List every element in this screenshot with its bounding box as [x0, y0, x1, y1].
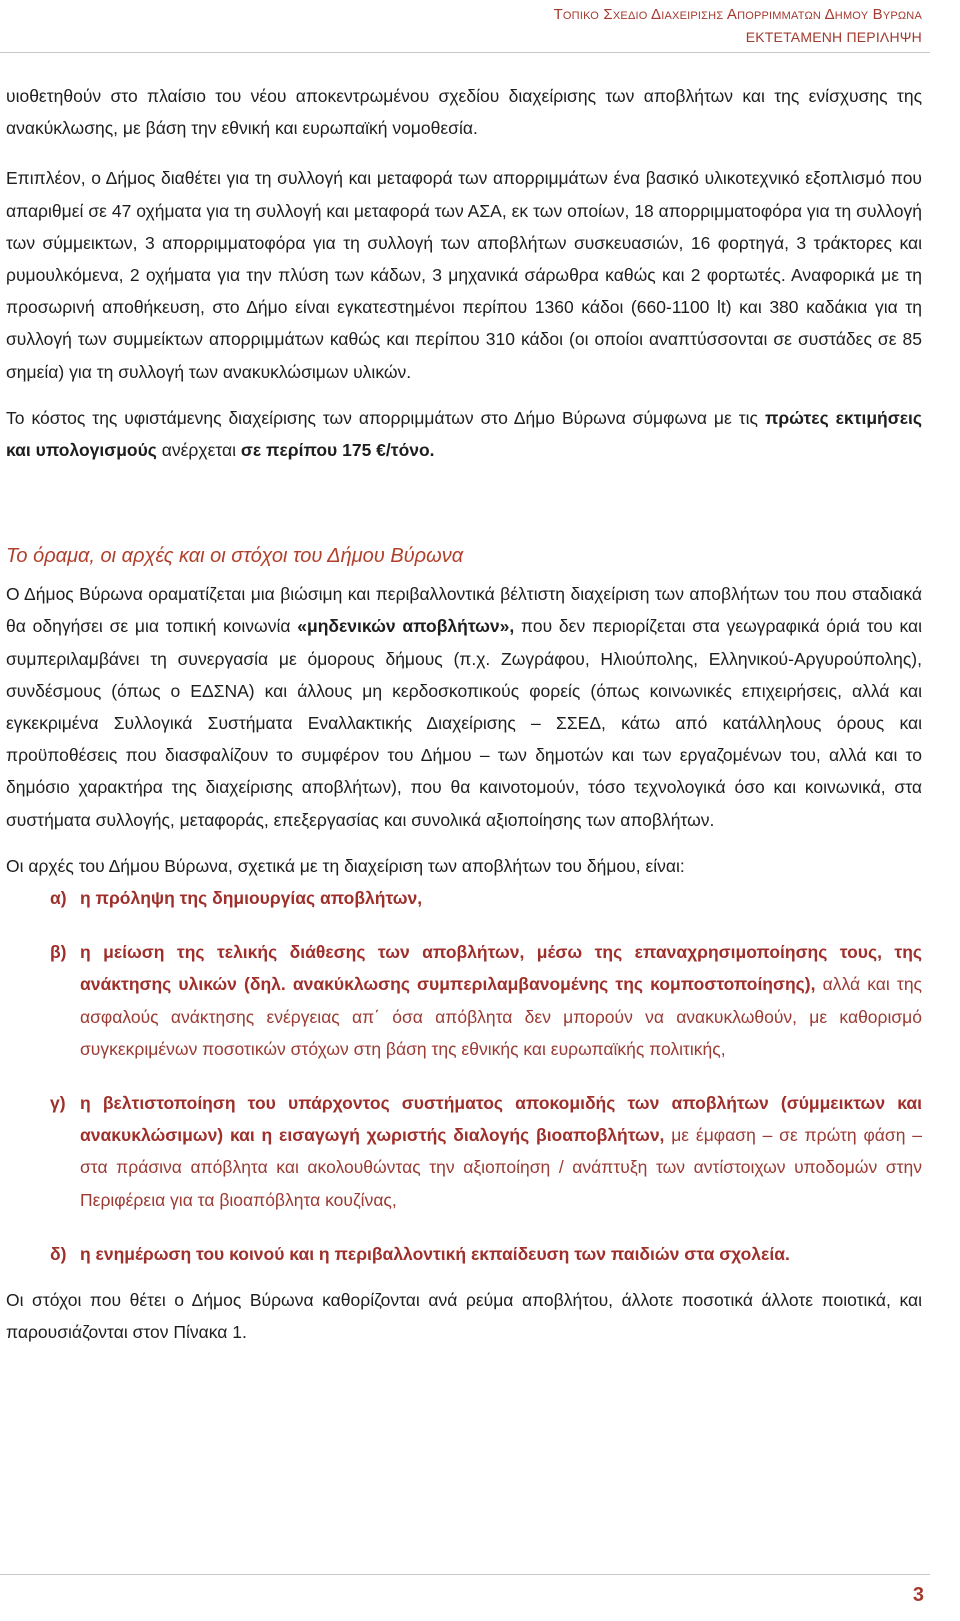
list-marker: β): [50, 942, 67, 963]
vision-text-end: που δεν περιορίζεται στα γεωγραφικά όριά του και συμπεριλαμβάνει τη συνεργασία με όμορους δήμους (π.χ. Ζωγράφου, Ηλιούπολης, Ελληνικού-Αργυρούπολης), συνδέσμους (όπως ο ΕΔΣΝΑ) και άλλους μη κερδοσκοπικούς φορείς (όπως κοινωνικές επιχειρήσεις, αλλά και εγκεκριμένα Συλλογικά Συστήματα Εναλλακτικής Διαχείρισης – ΣΣΕΔ, κάτω από κατάλληλους όρους και προϋποθέσεις που διασφαλίζουν το συμφέρον του Δήμου – των δημοτών και των εργαζομένων του, αλλά και το δημόσιο χαρακτήρα της διαχείρισης αποβλήτων), που θα καινοτομούν, τόσο τεχνολογικά όσο και κοινωνικά, στα συστήματα συλλογής, μεταφοράς, επεξεργασίας και συνολικά αξιοποίησης των αποβλήτων.: [6, 616, 923, 830]
principle-rest: αλλά και της ασφαλούς ανάκτησης ενέργειας απ΄ όσα απόβλητα δεν μπορούν να ανακυκλωθούν, με καθορισμό συγκεκριμένων ποσοτικών στόχων στη βάση της εθνικής και ευρωπαϊκής πολιτικής,: [80, 974, 922, 1059]
principle-rest: με έμφαση – σε πρώτη φάση – στα πράσινα απόβλητα και ακολουθώντας την αξιοποίηση / ανάπτυξη των αντίστοιχων υποδομών στην Περιφέρεια για τα βιοαπόβλητα κουζίνας,: [80, 1125, 922, 1210]
principles-list: [6, 882, 922, 1270]
section-heading: Το όραμα, οι αρχές και οι στόχοι του Δήμου Βύρωνα: [6, 545, 464, 568]
list-marker: δ): [50, 1243, 67, 1264]
header-divider: [0, 52, 930, 53]
cost-text-mid: ανέρχεται: [156, 440, 241, 461]
list-item: [50, 882, 922, 914]
principle-bold: η ενημέρωση του κοινού και η περιβαλλοντική εκπαίδευση των παιδιών στα σχολεία.: [80, 1243, 790, 1264]
paragraph-vision: [6, 578, 922, 836]
page-number: 3: [912, 1584, 924, 1606]
cost-text-start: Το κόστος της υφιστάμενης διαχείρισης των απορριμμάτων στο Δήμο Βύρωνα σύμφωνα με τις: [6, 407, 765, 428]
paragraph-continuation: υιοθετηθούν στο πλαίσιο του νέου αποκεντρωμένου σχεδίου διαχείρισης των αποβλήτων και της ενίσχυσης της ανακύκλωσης, με βάση την εθνική και ευρωπαϊκή νομοθεσία.: [6, 86, 922, 139]
list-marker: α): [50, 888, 67, 909]
vision-bold-zero-waste: «μηδενικών αποβλήτων»,: [297, 616, 515, 637]
paragraph-cost: [6, 402, 922, 466]
cost-bold-estimates: πρώτες εκτιμήσεις και υπολογισμούς: [6, 407, 922, 461]
principle-bold: η βελτιστοποίηση του υπάρχοντος συστήματος αποκομιδής των αποβλήτων (σύμμεικτων και ανακυκλώσιμων) και η εισαγωγή χωριστής διαλογής βιοαποβλήτων,: [80, 1093, 922, 1146]
header-title: Τοπικο Σχεδιο Διαχειρισης Απορριμματων Δημου Βυρωνα: [553, 6, 922, 23]
paragraph-principles-intro: Οι αρχές του Δήμου Βύρωνα, σχετικά με τη διαχείριση των αποβλήτων του δήμου, είναι:: [6, 855, 685, 876]
paragraph-targets: Οι στόχοι που θέτει ο Δήμος Βύρωνα καθορίζονται ανά ρεύμα αποβλήτου, άλλοτε ποσοτικά άλλοτε ποιοτικά, και παρουσιάζονται στον Πίνακα 1.: [6, 1290, 922, 1343]
running-header: [554, 4, 922, 48]
principle-bold: η πρόληψη της δημιουργίας αποβλήτων,: [80, 888, 423, 909]
header-subtitle: ΕΚΤΕΤΑΜΕΝΗ ΠΕΡΙΛΗΨΗ: [745, 29, 922, 45]
list-item: [50, 1087, 922, 1216]
list-item: [50, 1238, 922, 1270]
paragraph-equipment: Επιπλέον, ο Δήμος διαθέτει για τη συλλογή και μεταφορά των απορριμμάτων ένα βασικό υλικοτεχνικό εξοπλισμό που απαριθμεί σε 47 οχήματα για τη συλλογή και μεταφορά των ΑΣΑ, εκ των οποίων, 18 απορριμματοφόρα για τη συλλογή των σύμμεικτων, 3 απορριμματοφόρα για τη συλλογή των αποβλήτων συσκευασιών, 16 φορτηγά, 3 τράκτορες και ρυμουλκόμενα, 2 οχήματα για την πλύση των κάδων, 3 μηχανικά σάρωθρα καθώς και 2 φορτωτές. Αναφορικά με τη προσωρινή αποθήκευση, στο Δήμο είναι εγκατεστημένοι περίπου 1360 κάδοι (660-1100 lt) και 380 καδάκια για τη συλλογή των συμμείκτων απορριμμάτων καθώς και περίπου 310 κάδοι (οι οποίοι αναπτύσσονται σε συστάδες σε 85 σημεία) για τη συλλογή των ανακυκλώσιμων υλικών.: [6, 168, 922, 382]
list-marker: γ): [50, 1093, 66, 1114]
page-body: [6, 80, 922, 1349]
cost-bold-value: σε περίπου 175 €/τόνο.: [240, 440, 435, 461]
vision-text-start: Ο Δήμος Βύρωνα οραματίζεται μια βιώσιμη και περιβαλλοντικά βέλτιστη διαχείριση των αποβλήτων του που σταδιακά θα οδηγήσει σε μια τοπική κοινωνία: [6, 584, 922, 637]
list-item: [50, 936, 922, 1065]
principle-bold: η μείωση της τελικής διάθεσης των αποβλήτων, μέσω της επαναχρησιμοποίησης τους, της ανάκτησης υλικών (δηλ. ανακύκλωσης συμπεριλαμβανομένης της κομποστοποίησης),: [80, 942, 922, 995]
footer-divider: [0, 1574, 930, 1575]
